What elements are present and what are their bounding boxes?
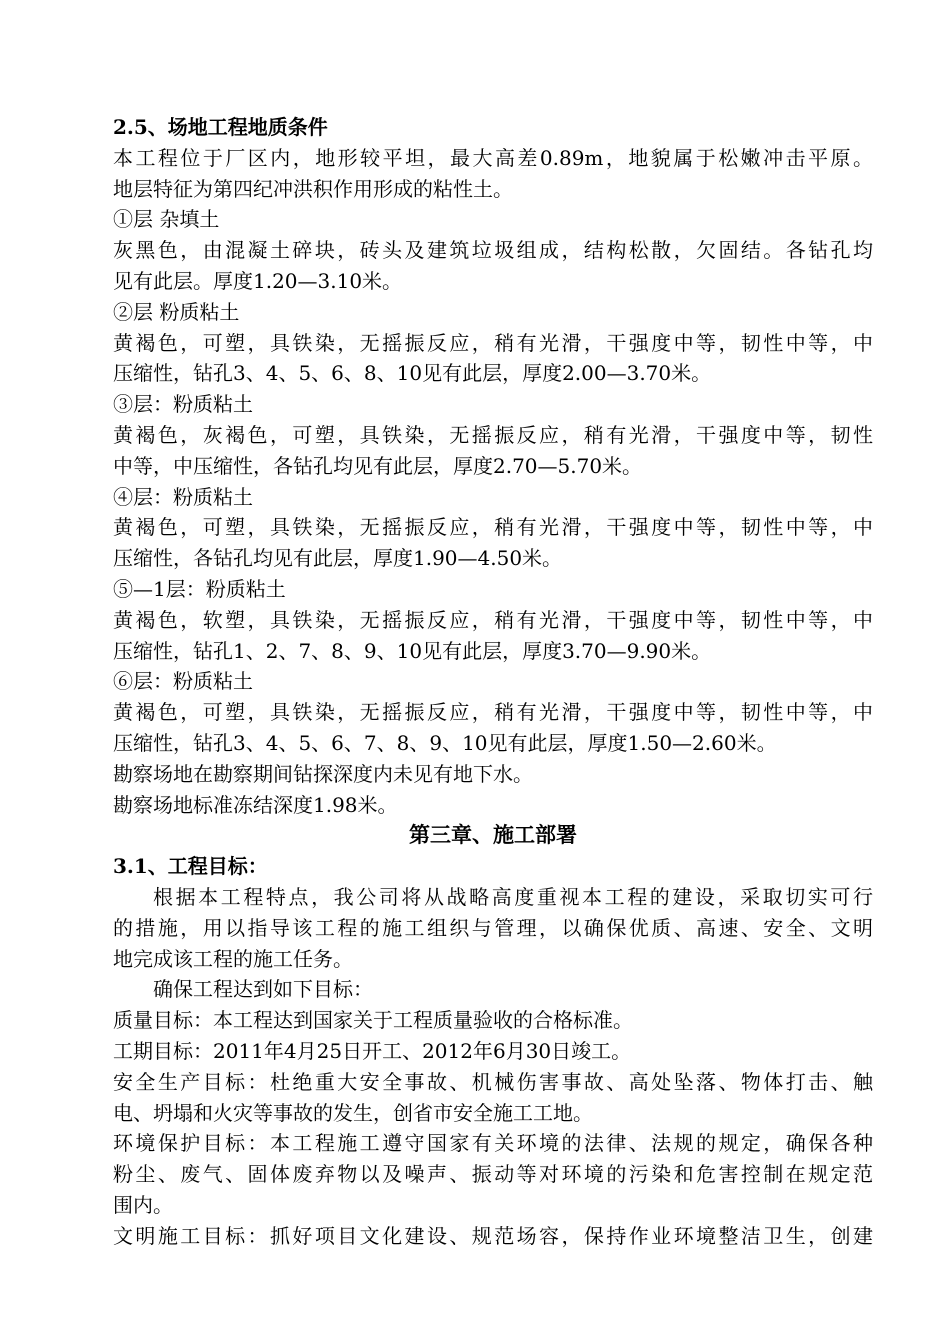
paragraph-line: 压缩性，钻孔3、4、5、6、7、8、9、10见有此层，厚度1.50—2.60米。 [113, 730, 777, 755]
layer-heading: ②层 粉质粘土 [113, 299, 240, 324]
paragraph-line: 见有此层。厚度1.20—3.10米。 [113, 268, 403, 293]
paragraph-line: 灰黑色，由混凝土碎块，砖头及建筑垃圾组成，结构松散，欠固结。各钻孔均 [113, 238, 873, 263]
goal-quality: 质量目标：本工程达到国家关于工程质量验收的合格标准。 [113, 1008, 633, 1033]
layer-heading: ③层：粉质粘土 [113, 392, 253, 417]
chapter-title: 第三章、施工部署 [409, 822, 577, 848]
paragraph-line: 压缩性，各钻孔均见有此层，厚度1.90—4.50米。 [113, 546, 563, 571]
paragraph-line: 地完成该工程的施工任务。 [113, 946, 353, 971]
layer-heading: ⑤—1层：粉质粘土 [113, 576, 286, 601]
paragraph-line: 粉尘、废气、固体废弃物以及噪声、振动等对环境的污染和危害控制在规定范 [113, 1162, 873, 1187]
paragraph-line: 压缩性，钻孔3、4、5、6、8、10见有此层，厚度2.00—3.70米。 [113, 361, 712, 386]
layer-heading: ⑥层：粉质粘土 [113, 669, 253, 694]
paragraph-line: 确保工程达到如下目标： [153, 977, 373, 1002]
paragraph-line: 勘察场地在勘察期间钻探深度内未见有地下水。 [113, 761, 533, 786]
section-heading-2-5: 2.5、场地工程地质条件 [113, 115, 328, 139]
paragraph-line: 根据本工程特点，我公司将从战略高度重视本工程的建设，采取切实可行 [153, 884, 873, 909]
paragraph-line: 勘察场地标准冻结深度1.98米。 [113, 792, 398, 817]
paragraph-line: 电、坍塌和火灾等事故的发生，创省市安全施工工地。 [113, 1100, 593, 1125]
paragraph-line: 黄褐色，可塑，具铁染，无摇振反应，稍有光滑，干强度中等，韧性中等，中 [113, 515, 873, 540]
paragraph-line: 的措施，用以指导该工程的施工组织与管理，以确保优质、高速、安全、文明 [113, 915, 873, 940]
goal-environment: 环境保护目标：本工程施工遵守国家有关环境的法律、法规的规定，确保各种 [113, 1131, 873, 1156]
paragraph-line: 黄褐色，软塑，具铁染，无摇振反应，稍有光滑，干强度中等，韧性中等，中 [113, 607, 873, 632]
paragraph-line: 黄褐色，可塑，具铁染，无摇振反应，稍有光滑，干强度中等，韧性中等，中 [113, 700, 873, 725]
goal-safety: 安全生产目标：杜绝重大安全事故、机械伤害事故、高处坠落、物体打击、触 [113, 1069, 873, 1094]
goal-civilized-construction: 文明施工目标：抓好项目文化建设、规范场容，保持作业环境整洁卫生，创建 [113, 1223, 873, 1248]
layer-heading: ④层：粉质粘土 [113, 484, 253, 509]
paragraph-line: 围内。 [113, 1192, 173, 1217]
goal-schedule: 工期目标：2011年4月25日开工、2012年6月30日竣工。 [113, 1038, 632, 1063]
section-heading-3-1: 3.1、工程目标： [113, 854, 268, 879]
layer-heading: ①层 杂填土 [113, 207, 220, 232]
paragraph-line: 黄褐色，灰褐色，可塑，具铁染，无摇振反应，稍有光滑，干强度中等，韧性 [113, 422, 873, 447]
paragraph-line: 压缩性，钻孔1、2、7、8、9、10见有此层，厚度3.70—9.90米。 [113, 638, 712, 663]
paragraph-line: 中等，中压缩性，各钻孔均见有此层，厚度2.70—5.70米。 [113, 453, 643, 478]
paragraph-line: 本工程位于厂区内，地形较平坦，最大高差0.89m，地貌属于松嫩冲击平原。 [113, 145, 873, 170]
document-page [113, 112, 873, 1251]
paragraph-line: 黄褐色，可塑，具铁染，无摇振反应，稍有光滑，干强度中等，韧性中等，中 [113, 330, 873, 355]
paragraph-line: 地层特征为第四纪冲洪积作用形成的粘性土。 [113, 176, 513, 201]
